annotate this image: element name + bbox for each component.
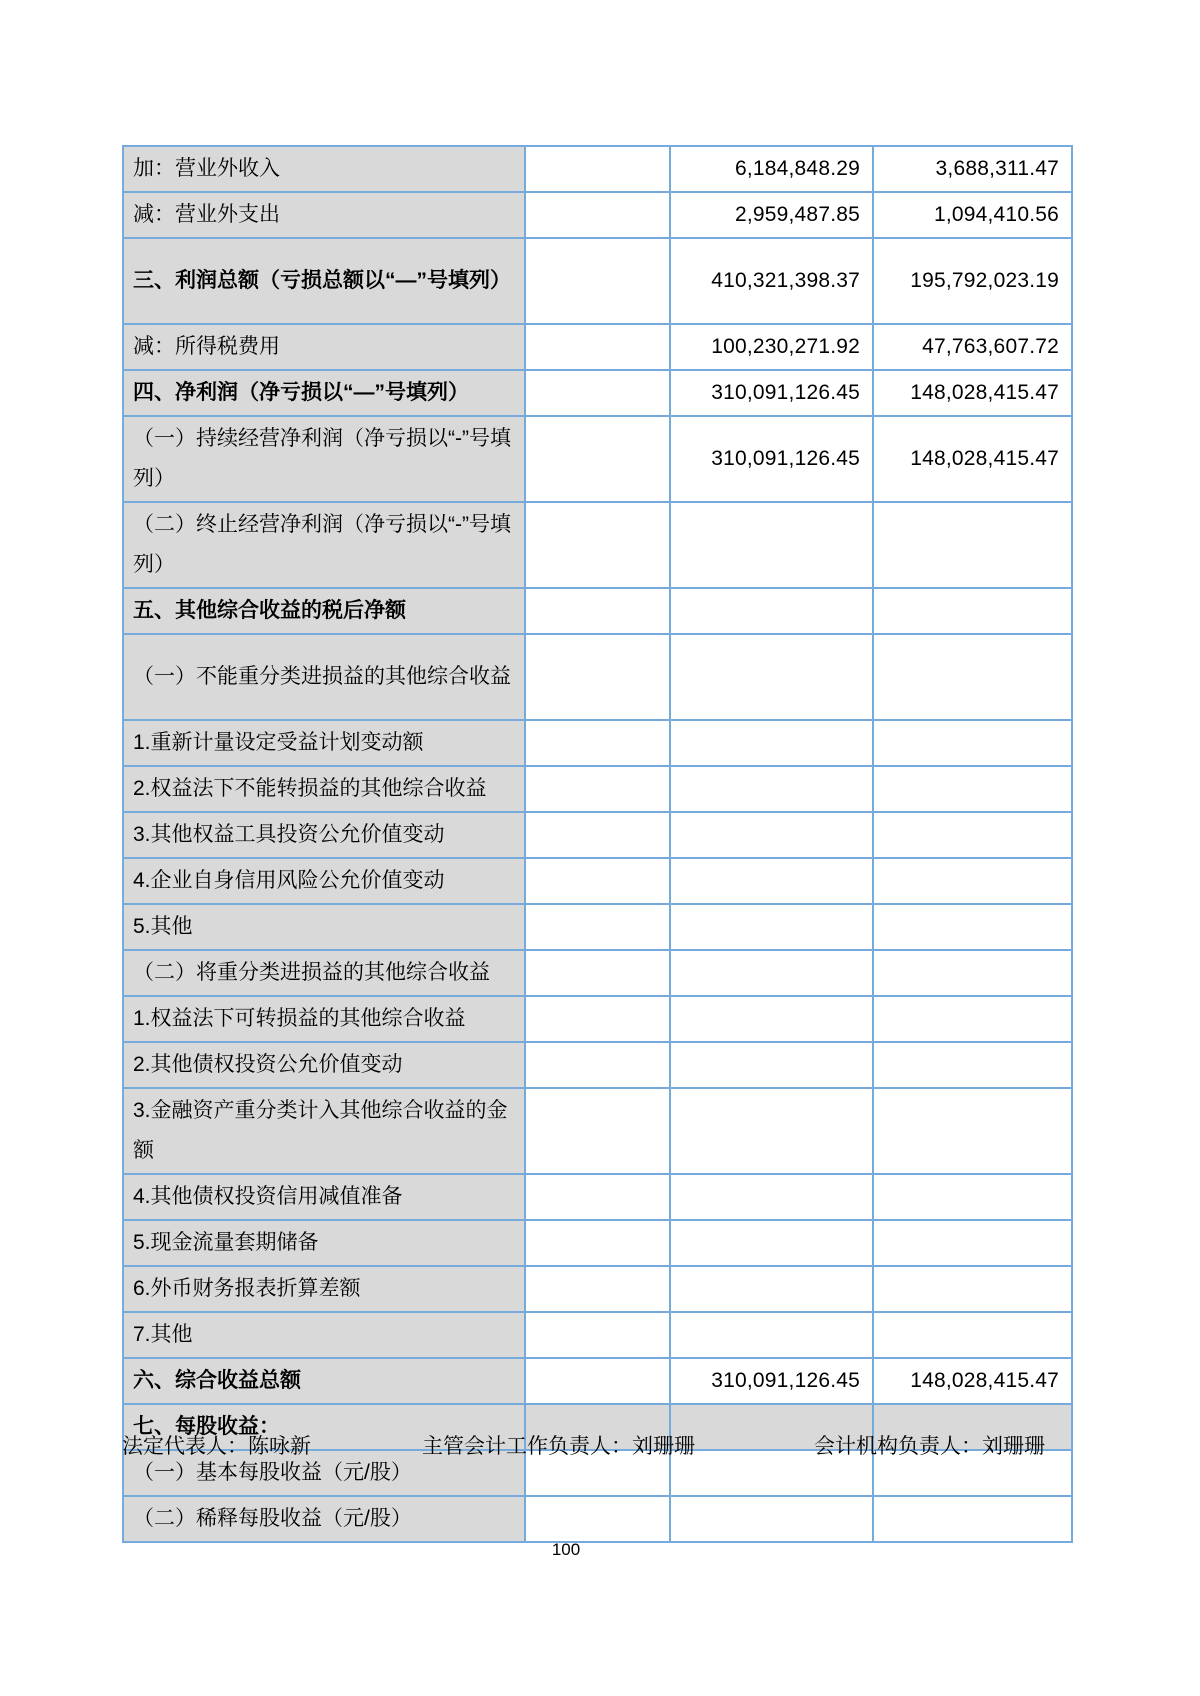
table-row — [123, 1312, 1072, 1358]
note-cell — [525, 324, 670, 370]
signature-line — [122, 1430, 1132, 1460]
row-label: 7.其他 — [123, 1312, 525, 1358]
row-label: 3.其他权益工具投资公允价值变动 — [123, 812, 525, 858]
row-label: （二）将重分类进损益的其他综合收益 — [123, 950, 525, 996]
prior-period-value — [873, 1496, 1072, 1542]
prior-period-value — [873, 1266, 1072, 1312]
table-row — [123, 1496, 1072, 1542]
table-row — [123, 720, 1072, 766]
table-row — [123, 950, 1072, 996]
current-period-value — [670, 588, 873, 634]
legal-representative-label: 法定代表人：陈咏新 — [122, 1435, 311, 1458]
current-period-value — [670, 1496, 873, 1542]
current-period-value: 310,091,126.45 — [670, 370, 873, 416]
prior-period-value — [873, 1088, 1072, 1174]
current-period-value: 6,184,848.29 — [670, 146, 873, 192]
table-row — [123, 766, 1072, 812]
current-period-value — [670, 1088, 873, 1174]
prior-period-value — [873, 996, 1072, 1042]
prior-period-value: 148,028,415.47 — [873, 416, 1072, 502]
row-label: （一）基本每股收益（元/股） — [123, 1450, 525, 1496]
table-row — [123, 1266, 1072, 1312]
note-cell — [525, 1496, 670, 1542]
prior-period-value: 148,028,415.47 — [873, 1358, 1072, 1404]
row-label: 6.外币财务报表折算差额 — [123, 1266, 525, 1312]
table-row — [123, 858, 1072, 904]
row-label: 1.重新计量设定受益计划变动额 — [123, 720, 525, 766]
row-label: 5.现金流量套期储备 — [123, 1220, 525, 1266]
note-cell — [525, 1088, 670, 1174]
prior-period-value — [873, 1042, 1072, 1088]
page-number: 100 — [551, 1540, 581, 1559]
note-cell — [525, 996, 670, 1042]
prior-period-value — [873, 1312, 1072, 1358]
note-cell — [525, 1042, 670, 1088]
table-row — [123, 502, 1072, 588]
table-row — [123, 146, 1072, 192]
table-row — [123, 634, 1072, 720]
note-cell — [525, 950, 670, 996]
prior-period-value — [873, 588, 1072, 634]
prior-period-value — [873, 858, 1072, 904]
current-period-value — [670, 1174, 873, 1220]
current-period-value — [670, 766, 873, 812]
note-cell — [525, 1174, 670, 1220]
row-label: 七、每股收益： — [123, 1404, 525, 1450]
note-cell — [525, 720, 670, 766]
table-row — [123, 238, 1072, 324]
table-row — [123, 192, 1072, 238]
table-row — [123, 588, 1072, 634]
note-cell — [525, 502, 670, 588]
row-label: 4.企业自身信用风险公允价值变动 — [123, 858, 525, 904]
table-row — [123, 1088, 1072, 1174]
current-period-value — [670, 904, 873, 950]
note-cell — [525, 858, 670, 904]
note-cell — [525, 1312, 670, 1358]
chief-accountant-label: 主管会计工作负责人：刘珊珊 — [422, 1435, 695, 1458]
row-label: （一）不能重分类进损益的其他综合收益 — [123, 634, 525, 720]
note-cell — [525, 192, 670, 238]
prior-period-value — [873, 720, 1072, 766]
current-period-value — [670, 1312, 873, 1358]
row-label: 3.金融资产重分类计入其他综合收益的金额 — [123, 1088, 525, 1174]
current-period-value — [670, 1220, 873, 1266]
row-label: （一）持续经营净利润（净亏损以“-”号填列） — [123, 416, 525, 502]
row-label: （二）终止经营净利润（净亏损以“-”号填列） — [123, 502, 525, 588]
prior-period-value — [873, 502, 1072, 588]
table-row — [123, 1220, 1072, 1266]
row-label: 四、净利润（净亏损以“—”号填列） — [123, 370, 525, 416]
prior-period-value — [873, 950, 1072, 996]
current-period-value — [670, 1266, 873, 1312]
row-label: 2.其他债权投资公允价值变动 — [123, 1042, 525, 1088]
row-label: 2.权益法下不能转损益的其他综合收益 — [123, 766, 525, 812]
prior-period-value — [873, 1220, 1072, 1266]
accounting-department-head-label: 会计机构负责人：刘珊珊 — [814, 1435, 1045, 1458]
note-cell — [525, 766, 670, 812]
prior-period-value: 195,792,023.19 — [873, 238, 1072, 324]
income-statement-table — [122, 145, 1073, 1543]
current-period-value — [670, 950, 873, 996]
table-row — [123, 370, 1072, 416]
prior-period-value: 47,763,607.72 — [873, 324, 1072, 370]
table-row — [123, 1358, 1072, 1404]
current-period-value: 410,321,398.37 — [670, 238, 873, 324]
current-period-value — [670, 634, 873, 720]
current-period-value: 2,959,487.85 — [670, 192, 873, 238]
row-label: 减：所得税费用 — [123, 324, 525, 370]
row-label: 5.其他 — [123, 904, 525, 950]
row-label: 五、其他综合收益的税后净额 — [123, 588, 525, 634]
table-row — [123, 904, 1072, 950]
row-label: 六、综合收益总额 — [123, 1358, 525, 1404]
table-row — [123, 324, 1072, 370]
note-cell — [525, 634, 670, 720]
current-period-value — [670, 858, 873, 904]
note-cell — [525, 1358, 670, 1404]
note-cell — [525, 370, 670, 416]
row-label: 减：营业外支出 — [123, 192, 525, 238]
current-period-value: 100,230,271.92 — [670, 324, 873, 370]
current-period-value — [670, 720, 873, 766]
prior-period-value: 148,028,415.47 — [873, 370, 1072, 416]
table-row — [123, 812, 1072, 858]
prior-period-value — [873, 766, 1072, 812]
note-cell — [525, 588, 670, 634]
note-cell — [525, 1266, 670, 1312]
prior-period-value — [873, 634, 1072, 720]
note-cell — [525, 416, 670, 502]
note-cell — [525, 1220, 670, 1266]
note-cell — [525, 238, 670, 324]
current-period-value — [670, 502, 873, 588]
row-label: 4.其他债权投资信用减值准备 — [123, 1174, 525, 1220]
table-row — [123, 416, 1072, 502]
row-label: （二）稀释每股收益（元/股） — [123, 1496, 525, 1542]
prior-period-value — [873, 812, 1072, 858]
current-period-value — [670, 1042, 873, 1088]
note-cell — [525, 812, 670, 858]
row-label: 1.权益法下可转损益的其他综合收益 — [123, 996, 525, 1042]
current-period-value — [670, 812, 873, 858]
note-cell — [525, 146, 670, 192]
prior-period-value: 3,688,311.47 — [873, 146, 1072, 192]
table-row — [123, 996, 1072, 1042]
table-row — [123, 1042, 1072, 1088]
row-label: 加：营业外收入 — [123, 146, 525, 192]
prior-period-value — [873, 1174, 1072, 1220]
current-period-value — [670, 996, 873, 1042]
prior-period-value: 1,094,410.56 — [873, 192, 1072, 238]
note-cell — [525, 904, 670, 950]
table-row — [123, 1174, 1072, 1220]
row-label: 三、利润总额（亏损总额以“—”号填列） — [123, 238, 525, 324]
current-period-value: 310,091,126.45 — [670, 416, 873, 502]
prior-period-value — [873, 904, 1072, 950]
current-period-value: 310,091,126.45 — [670, 1358, 873, 1404]
